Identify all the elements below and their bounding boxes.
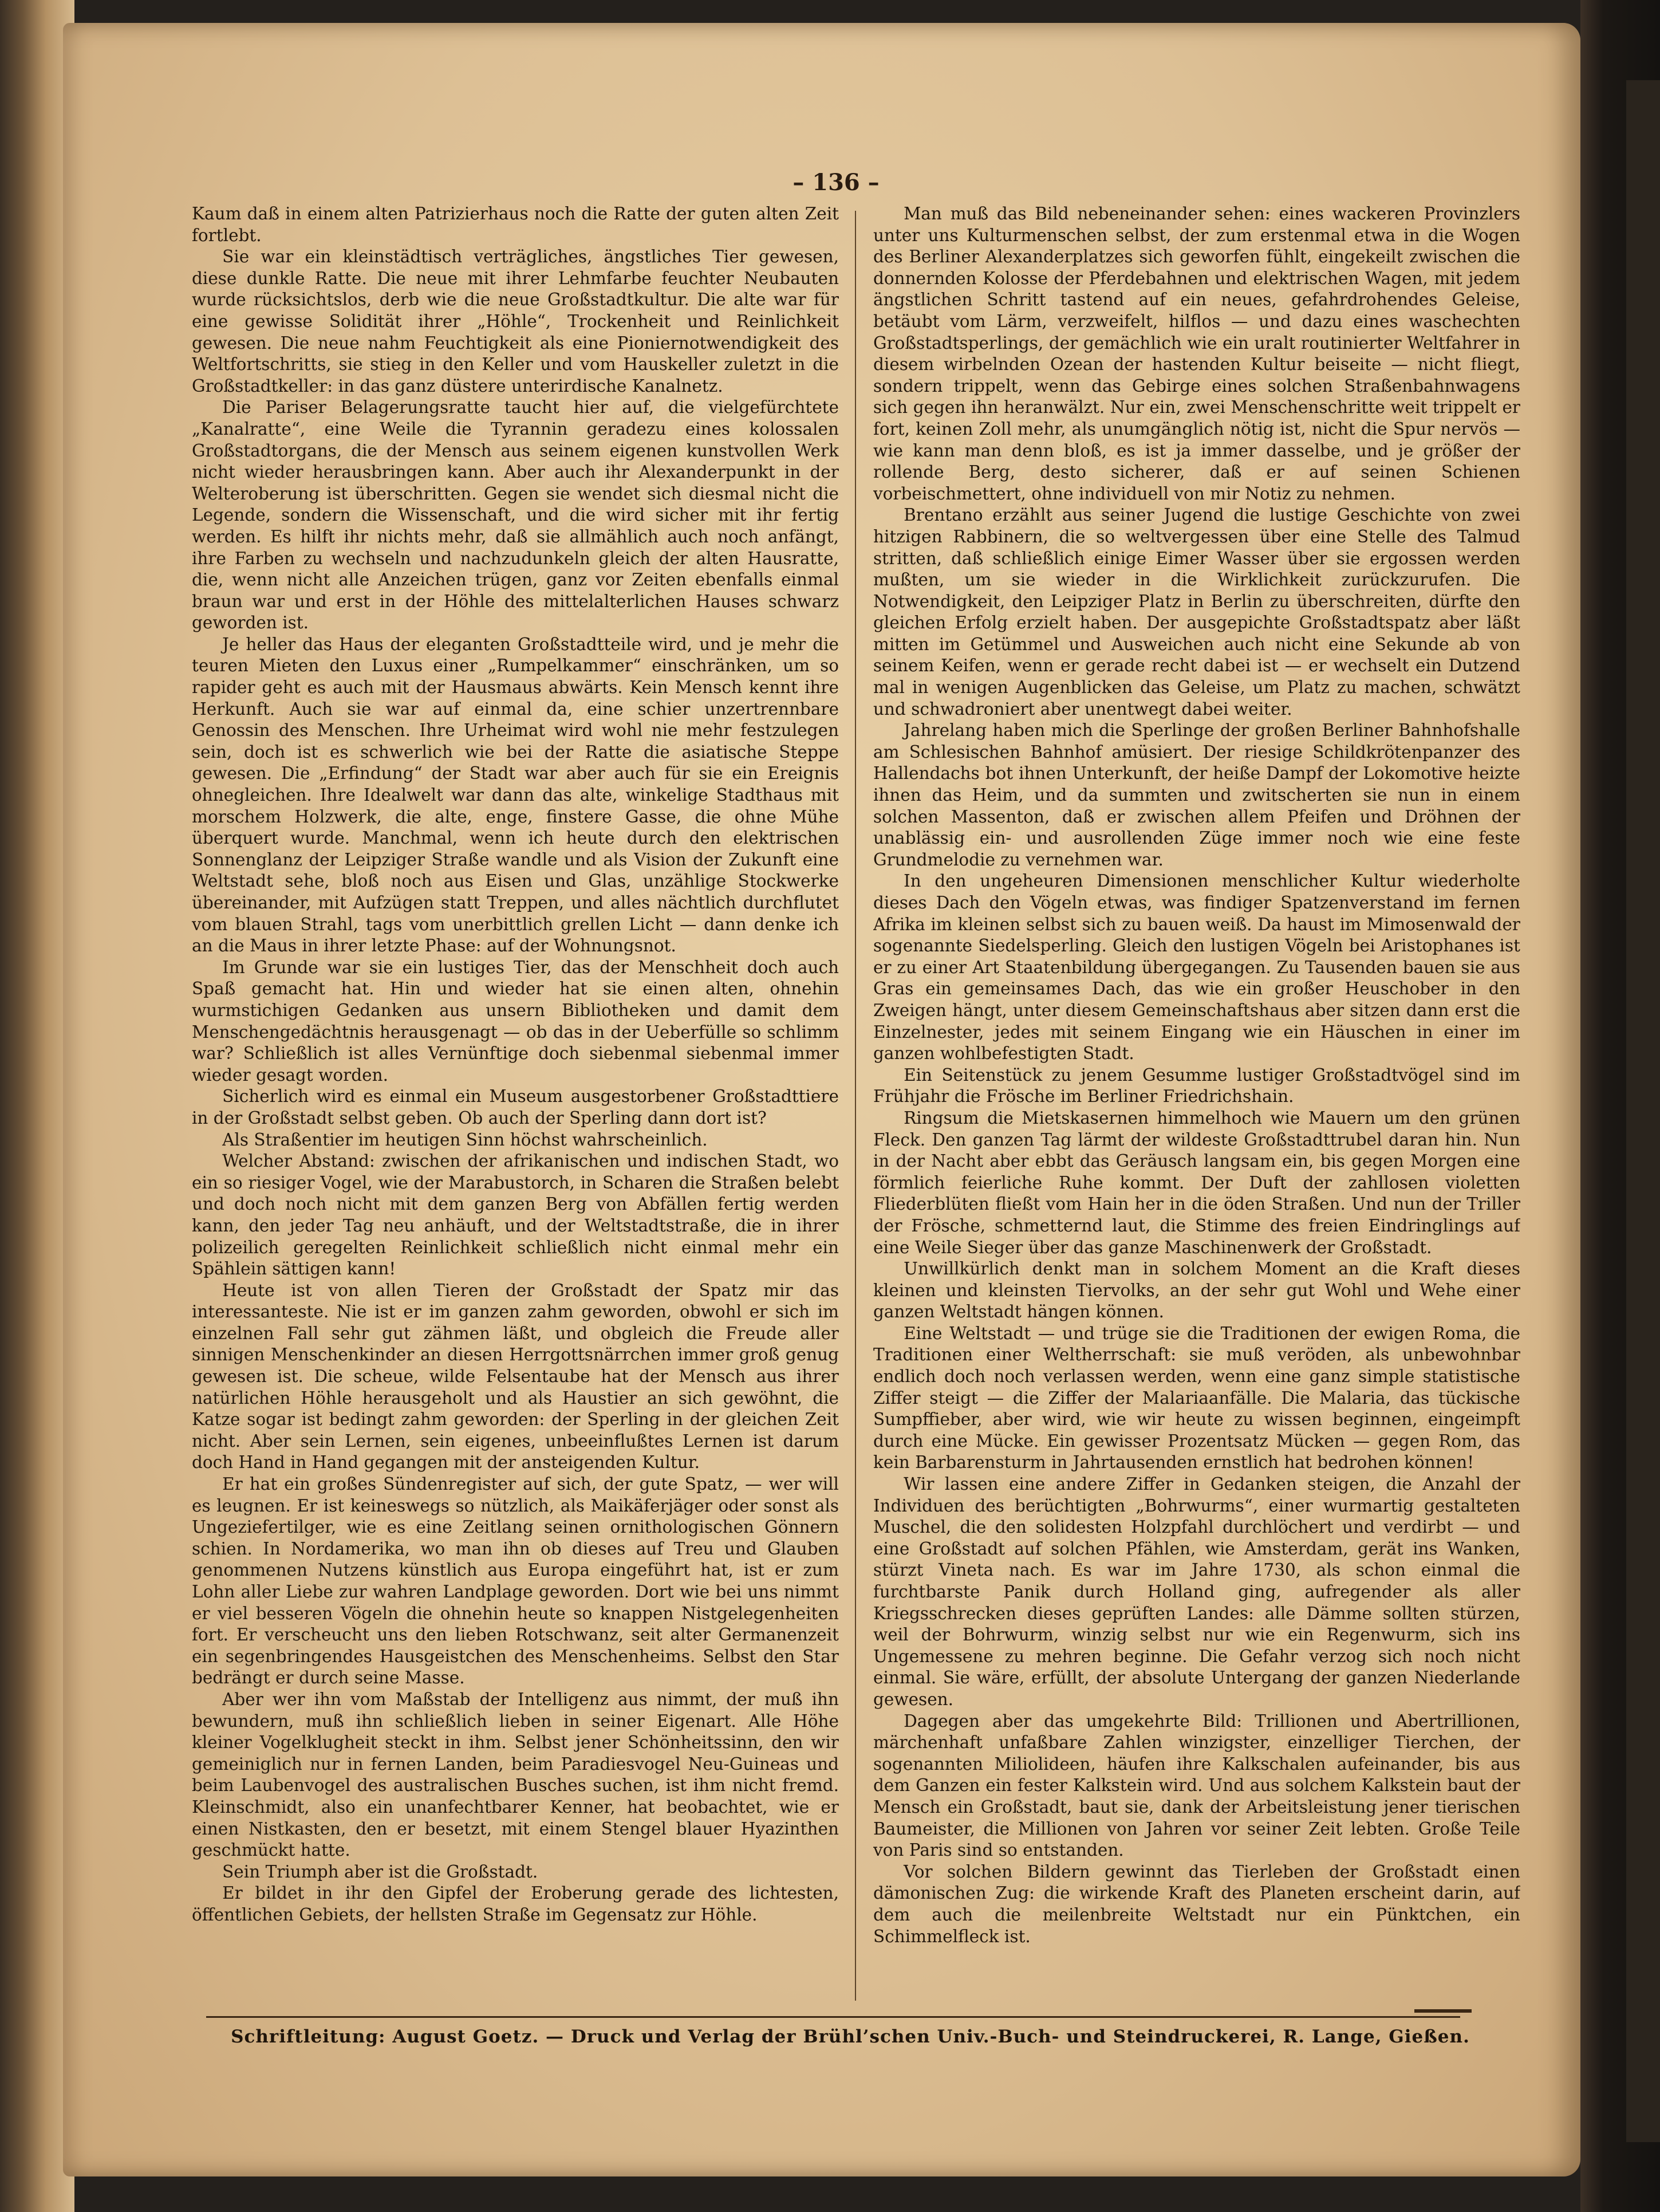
paragraph: Unwillkürlich denkt man in solchem Moment an die Kraft dieses kleinen und kleinsten Tiervolks, an der sehr gut Wohl und Wehe einer ganzen Weltstadt hängen können. [873,1259,1520,1322]
paragraph: Sein Triumph aber ist die Großstadt. [222,1861,538,1882]
paragraph: Eine Weltstadt — und trüge sie die Traditionen der ewigen Roma, die Traditionen einer Weltherrschaft: sie muß veröden, als unbewohnbar endlich doch noch verlassen werden, wenn eine ganz simple statistische Ziffer steigt — die Ziffer der Malariaanfälle. Die Malaria, das tückische Sumpffieber, aber wird, wie wir heute zu wissen beginnen, eingeimpft durch eine Mücke. Ein gewisser Prozentsatz Mücken — gegen Rom, das kein Barbarensturm in Jahrtausenden ernstlich hat bedrohen können! [873,1323,1520,1473]
paragraph: Sie war ein kleinstädtisch verträgliches, ängstliches Tier gewesen, diese dunkle Ratte. Die neue mit ihrer Lehmfarbe feuchter Neubauten wurde rücksichtslos, derb wie die neue Großstadtkultur. Die alte war für eine gewisse Solidität ihrer „Höhle“, Trockenheit und Reinlichkeit gewesen. Die neue nahm Feuchtigkeit als eine Pioniernotwendigkeit des Weltfortschritts, sie stieg in den Keller und vom Hauskeller zuletzt in die Großstadtkeller: in das ganz düstere unterirdische Kanalnetz. [192,247,839,396]
paragraph: Vor solchen Bildern gewinnt das Tierleben der Großstadt einen dämonischen Zug: die wirkende Kraft des Planeten erscheint darin, auf dem auch die meilenbreite Weltstadt nur ein Pünktchen, ein Schimmelfleck ist. [873,1861,1520,1946]
right-column [873,203,1520,2002]
page-number: – 136 – [792,169,880,196]
paragraph: Sicherlich wird es einmal ein Museum ausgestorbener Großstadttiere in der Großstadt selbst geben. Ob auch der Sperling dann dort ist? [192,1087,839,1128]
paragraph: Als Straßentier im heutigen Sinn höchst wahrscheinlich. [222,1129,708,1150]
paragraph: Dagegen aber das umgekehrte Bild: Trillionen und Abertrillionen, märchenhaft unfaßbare Zahlen winzigster, einzelliger Tierchen, der sogenannten Miliolideen, häufen ihre Kalkschalen aufeinander, bis aus dem Ganzen ein fester Kalkstein wird. Und aus solchem Kalkstein baut der Mensch ein Großstadt, baut sie, dank der Arbeitsleistung jener tierischen Baumeister, die Millionen von Jahren vor seiner Zeit lebten. Große Teile von Paris sind so entstanden. [873,1711,1520,1860]
paragraph: Aber wer ihn vom Maßstab der Intelligenz aus nimmt, der muß ihn bewundern, muß ihn schließlich lieben in seiner Eigenart. Alle Höhe kleiner Vogelklugheit steckt in ihm. Selbst jener Schönheitssinn, den wir gemeiniglich nur in fernen Landen, beim Paradiesvogel Neu-Guineas und beim Laubenvogel des australischen Busches suchen, ist ihm nicht fremd. Kleinschmidt, also ein unanfechtbarer Kenner, hat beobachtet, wie er einen Nistkasten, den er besetzt, mit einem Stengel blauer Hyazinthen geschmückt hatte. [192,1689,839,1860]
paragraph: Wir lassen eine andere Ziffer in Gedanken steigen, die Anzahl der Individuen des berüchtigten „Bohrwurms“, einer wurmartig gestalteten Muschel, die den solidesten Holzpfahl durchlöchert und verdirbt — und eine Großstadt auf solchen Pfählen, wie Amsterdam, gerät ins Wanken, stürzt Vineta nach. Es war im Jahre 1730, als schon einmal die furchtbarste Panik durch Holland ging, aufregender als aller Kriegsschrecken dieses geprüften Landes: alle Dämme sollten stürzen, weil der Bohrwurm, winzig selbst nur wie ein Regenwurm, sich ins Ungemessene zu mehren beginne. Die Gefahr verzog sich noch nicht einmal. Sie wäre, erfüllt, der absolute Untergang der ganzen Niederlande gewesen. [873,1474,1520,1709]
paragraph: In den ungeheuren Dimensionen menschlicher Kultur wiederholte dieses Dach den Vögeln etwas, was findiger Spatzenverstand im fernen Afrika im kleinen selbst sich zu bauen weiß. Da haust im Mimosenwald der sogenannte Siedelsperling. Gleich den lustigen Vögeln bei Aristophanes ist er zu einer Art Staatenbildung übergegangen. Zu Tausenden bauen sie aus Gras ein gemeinsames Dach, das wie ein großer Heuschober in den Zweigen hängt, unter diesem Gemeinschaftshaus aber sitzen dann erst die Einzelnester, jedes mit seinem Eingang wie ein Häuschen in einer im ganzen wohlbefestigten Stadt. [873,871,1520,1064]
paragraph: Je heller das Haus der eleganten Großstadtteile wird, und je mehr die teuren Mieten den Luxus einer „Rumpelkammer“ einschränken, um so rapider geht es auch mit der Hausmaus abwärts. Kein Mensch kennt ihre Herkunft. Auch sie war auf einmal da, eine schier unzertrennbare Genossin des Menschen. Ihre Urheimat wird wohl nie mehr festzulegen sein, doch ist es schwerlich wie bei der Ratte die asiatische Steppe gewesen. Die „Erfindung“ der Stadt war aber auch für sie ein Ereignis ohnegleichen. Ihre Idealwelt war dann das alte, winkelige Stadthaus mit morschem Holzwerk, die alte, enge, finstere Gasse, die ohne Mühe überquert wurde. Manchmal, wenn ich heute durch den elektrischen Sonnenglanz der Leipziger Straße wandle und als Vision der Zukunft eine Weltstadt sehe, bloß noch aus Eisen und Glas, unzählige Stockwerke übereinander, mit Aufzügen statt Treppen, und alles nächtlich durchflutet vom blauen Strahl, tags vom unerbittlich grellen Licht — dann denke ich an die Maus in ihrer letzte Phase: auf der Wohnungsnot. [192,634,839,956]
paragraph: Welcher Abstand: zwischen der afrikanischen und indischen Stadt, wo ein so riesiger Vogel, wie der Marabustorch, in Scharen die Straßen belebt und doch noch nicht mit dem ganzen Berg von Abfällen fertig werden kann, den jeder Tag neu anhäuft, und der Weltstadtstraße, die in ihrer polizeilich geregelten Reinlichkeit schließlich nicht einmal mehr ein Spählein sättigen kann! [192,1151,839,1279]
paragraph: Ringsum die Mietskasernen himmelhoch wie Mauern um den grünen Fleck. Den ganzen Tag lärmt der wildeste Großstadttrubel daran hin. Nun in der Nacht aber ebbt das Geräusch langsam ein, bis gegen Morgen eine förmlich feierliche Ruhe kommt. Der Duft der zahllosen violetten Fliederblüten fließt vom Hain her in die öden Straßen. Und nun der Triller der Frösche, schmetternd laut, die Stimme des freien Eindringlings auf eine Weile Sieger über das ganze Maschinenwerk der Großstadt. [873,1108,1520,1257]
paragraph: Er hat ein großes Sündenregister auf sich, der gute Spatz, — wer will es leugnen. Er ist keineswegs so nützlich, als Maikäferjäger oder sonst als Ungeziefertilger, wie es eine Zeitlang seinen ornithologischen Gönnern schien. In Nordamerika, wo man ihn ob dieses auf Treu und Glauben genommenen Nutzens künstlich aus Europa eingeführt hat, ist er zum Lohn aller Liebe zur wahren Landplage geworden. Dort wie bei uns nimmt er viel besseren Vögeln die ohnehin heute so knappen Nistgelegenheiten fort. Er verscheucht uns den lieben Rotschwanz, seit alter Germanenzeit ein segenbringendes Hausgeistchen des Menschenheims. Selbst den Star bedrängt er durch seine Masse. [192,1474,839,1688]
book-spine-edge [1626,80,1660,2142]
imprint-footer: Schriftleitung: August Goetz. — Druck und Verlag der Brühl’schen Univ.-Buch- und Steindruckerei, R. Lange, Gießen. [231,2026,1470,2047]
paragraph: Im Grunde war sie ein lustiges Tier, das der Menschheit doch auch Spaß gemacht hat. Hin und wieder hat sie einen alten, ohnehin wurmstichigen Gedanken aus unsern Bibliotheken und damit dem Menschengedächtnis herausgenagt — ob das in der Ueberfülle so schlimm war? Schließlich ist alles Vernünftige doch siebenmal siebenmal immer wieder gesagt worden. [192,957,839,1085]
footer-rule-end [1414,2009,1472,2013]
paragraph: Kaum daß in einem alten Patrizierhaus noch die Ratte der guten alten Zeit fortlebt. [192,204,839,245]
paragraph: Jahrelang haben mich die Sperlinge der großen Berliner Bahnhofshalle am Schlesischen Bahnhof amüsiert. Der riesige Schildkrötenpanzer des Hallendachs bot ihnen Unterkunft, der heiße Dampf der Lokomotive heizte ihnen das Heim, und da summten und zwitscherten sie nun in einem solchen Massenton, daß er zwischen allem Pfeifen und Dröhnen der unablässig ein- und ausrollenden Züge immer noch wie eine feste Grundmelodie zu vernehmen war. [873,721,1520,869]
paragraph: Er bildet in ihr den Gipfel der Eroberung gerade des lichtesten, öffentlichen Gebiets, der hellsten Straße im Gegensatz zur Höhle. [192,1883,839,1924]
paragraph: Man muß das Bild nebeneinander sehen: eines wackeren Provinzlers unter uns Kulturmenschen selbst, der zum erstenmal etwa in die Wogen des Berliner Alexanderplatzes sich geworfen fühlt, eingekeilt zwischen die donnernden Kolosse der Pferdebahnen und elektrischen Wagen, mit jedem ängstlichen Schritt tastend auf ein neues, gefahrdrohendes Geleise, betäubt vom Lärm, verzweifelt, hilflos — und dazu eines waschechten Großstadtsperlings, der gemächlich wie ein uralt routinierter Weltfahrer in diesem wirbelnden Ozean der hastenden Kultur beiseite — nicht fliegt, sondern trippelt, wenn das Gebirge eines solchen Straßenbahnwagens sich gegen ihn heranwälzt. Nur ein, zwei Menschenschritte weit trippelt er fort, keinen Zoll mehr, als unumgänglich nötig ist, nicht die Spur nervös — wie kann man denn bloß, es ist ja immer dasselbe, und je größer der rollende Berg, desto sicherer, daß er auf seinen Schienen vorbeischmettert, ohne individuell von mir Notiz zu nehmen. [873,204,1520,503]
paragraph: Brentano erzählt aus seiner Jugend die lustige Geschichte von zwei hitzigen Rabbinern, die so weltvergessen über eine Stelle des Talmud stritten, daß schließlich einige Eimer Wasser über sie ergossen werden mußten, um sie wieder in die Wirklichkeit zurückzurufen. Die Notwendigkeit, den Leipziger Platz in Berlin zu überschreiten, dürfte den gleichen Erfolg erzielt haben. Der ausgepichte Großstadtspatz aber läßt mitten im Getümmel und Ausweichen auch nicht eine Sekunde ab von seinem Keifen, wenn er gerade recht dabei ist — er wechselt ein Dutzend mal in wenigen Augenblicken das Geleise, um Platz zu machen, schwätzt und schwadroniert aber unentwegt dabei weiter. [873,505,1520,719]
paragraph: Die Pariser Belagerungsratte taucht hier auf, die vielgefürchtete „Kanalratte“, eine Weile die Tyrannin geradezu eines kolossalen Großstadtorgans, die der Mensch aus seinem eigenen kunstvollen Werk nicht wieder herausbringen kann. Aber auch ihr Alexanderpunkt in der Welteroberung ist überschritten. Gegen sie wendet sich diesmal nicht die Legende, sondern die Wissenschaft, und die wird sicher mit ihr fertig werden. Es hilft ihr nichts mehr, daß sie allmählich auch noch anfängt, ihre Farben zu wechseln und nachzudunkeln gleich der alten Hausratte, die, wenn nicht alle Anzeichen trügen, ganz vor Zeiten ebenfalls einmal braun war und erst in der Höhle des mittelalterlichen Hauses schwarz geworden ist. [192,397,839,633]
footer-rule [206,2016,1460,2018]
paragraph: Ein Seitenstück zu jenem Gesumme lustiger Großstadtvögel sind im Frühjahr die Frösche im Berliner Friedrichshain. [873,1065,1520,1107]
column-divider [855,211,856,2001]
paragraph: Heute ist von allen Tieren der Großstadt der Spatz mir das interessanteste. Nie ist er im ganzen zahm geworden, obwohl er sich im einzelnen Fall sehr gut zähmen läßt, und obgleich die Freude aller sinnigen Menschenkinder an diesen Herrgottsnärrchen immer groß genug gewesen ist. Die scheue, wilde Felsentaube hat der Mensch aus ihrer natürlichen Höhle herausgeholt und als Haustier an sich gewöhnt, die Katze sogar ist bedingt zahm geworden: der Sperling in der gleichen Zeit nicht. Aber sein Lernen, sein eigenes, unbeeinflußtes Lernen ist darum doch Hand in Hand gegangen mit der ansteigenden Kultur. [192,1280,839,1473]
left-column [192,203,839,2002]
